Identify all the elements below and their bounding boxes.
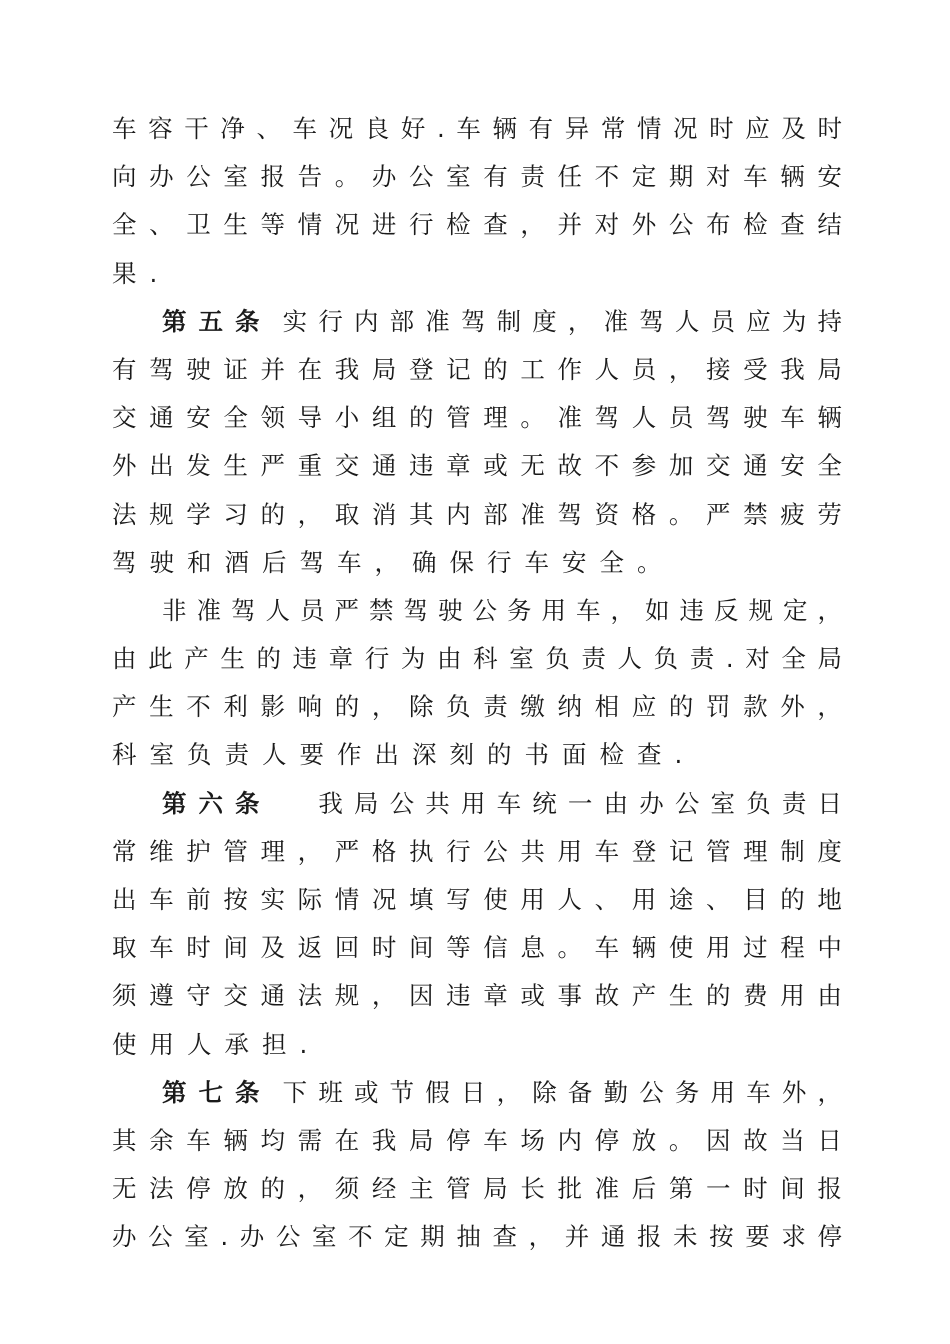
text-line <box>112 1165 842 1213</box>
text-line <box>112 587 842 635</box>
line-text: 出 车 前 按 实 际 情 况 填 写 使 用 人 、 用 途 、 目 的 地 <box>112 885 842 914</box>
line-text: 车 容 干 净 、 车 况 良 好 . 车 辆 有 异 常 情 况 时 应 及 时 <box>112 114 842 143</box>
line-text: 须 遵 守 交 通 法 规 ， 因 违 章 或 事 故 产 生 的 费 用 由 <box>112 981 842 1011</box>
line-text: 全 、 卫 生 等 情 况 进 行 检 查 ， 并 对 外 公 布 检 查 结 <box>112 210 842 240</box>
line-text: 果. <box>112 258 171 288</box>
line-text: 向 办 公 室 报 告 。 办 公 室 有 责 任 不 定 期 对 车 辆 安 <box>112 162 842 192</box>
text-line <box>112 1021 842 1069</box>
line-text: 交 通 安 全 领 导 小 组 的 管 理 。 准 驾 人 员 驾 驶 车 辆 <box>112 403 842 433</box>
text-line <box>112 876 842 924</box>
text-line <box>112 105 842 153</box>
document-page <box>112 105 842 1262</box>
text-line <box>112 731 842 779</box>
line-text: 产 生 不 利 影 响 的 ， 除 负 责 缴 纳 相 应 的 罚 款 外 ， <box>112 692 842 722</box>
line-text: 第七条 下 班 或 节 假 日 ， 除 备 勤 公 务 用 车 外 ， <box>162 1069 842 1117</box>
text-line <box>112 1213 842 1261</box>
text-line <box>112 153 842 201</box>
text-line <box>112 1117 842 1165</box>
text-line <box>112 924 842 972</box>
text-line <box>112 442 842 490</box>
text-line <box>112 250 842 298</box>
article-number: 第五条 <box>162 306 272 336</box>
text-line <box>112 683 842 731</box>
line-text: 驾驶和酒后驾车，确保行车安全。 <box>112 547 675 577</box>
line-text: 非 准 驾 人 员 严 禁 驾 驶 公 务 用 车 ， 如 违 反 规 定 ， <box>162 595 842 625</box>
line-text: 办 公 室 . 办 公 室 不 定 期 抽 查 ， 并 通 报 未 按 要 求 停 <box>112 1222 842 1252</box>
line-text: 科室负责人要作出深刻的书面检查. <box>112 740 696 770</box>
text-line <box>112 298 842 346</box>
text-line <box>112 539 842 587</box>
line-text: 其 余 车 辆 均 需 在 我 局 停 车 场 内 停 放 。 因 故 当 日 <box>112 1125 842 1155</box>
text-line <box>112 346 842 394</box>
line-text: 有 驾 驶 证 并 在 我 局 登 记 的 工 作 人 员 ， 接 受 我 局 <box>112 354 842 384</box>
line-text: 第六条 我 局 公 共 用 车 统 一 由 办 公 室 负 责 日 <box>162 780 842 828</box>
article-number: 第六条 <box>162 788 272 818</box>
text-line <box>112 491 842 539</box>
line-text: 外 出 发 生 严 重 交 通 违 章 或 无 故 不 参 加 交 通 安 全 <box>112 451 842 481</box>
article-number: 第七条 <box>162 1077 272 1107</box>
text-line <box>112 780 842 828</box>
text-line <box>112 1069 842 1117</box>
line-text: 常 维 护 管 理 ， 严 格 执 行 公 共 用 车 登 记 管 理 制 度 <box>112 836 842 866</box>
line-text: 由 此 产 生 的 违 章 行 为 由 科 室 负 责 人 负 责 . 对 全 局 <box>112 644 842 674</box>
line-text: 无 法 停 放 的 ， 须 经 主 管 局 长 批 准 后 第 一 时 间 报 <box>112 1174 842 1204</box>
text-line <box>112 201 842 249</box>
line-text: 使用人承担. <box>112 1029 321 1059</box>
text-line <box>112 394 842 442</box>
line-text: 取 车 时 间 及 返 回 时 间 等 信 息 。 车 辆 使 用 过 程 中 <box>112 933 842 963</box>
text-line <box>112 828 842 876</box>
text-line <box>112 972 842 1020</box>
line-text: 法 规 学 习 的 ， 取 消 其 内 部 准 驾 资 格 。 严 禁 疲 劳 <box>112 499 842 529</box>
text-line <box>112 635 842 683</box>
line-text: 第五条 实 行 内 部 准 驾 制 度 ， 准 驾 人 员 应 为 持 <box>162 298 842 346</box>
